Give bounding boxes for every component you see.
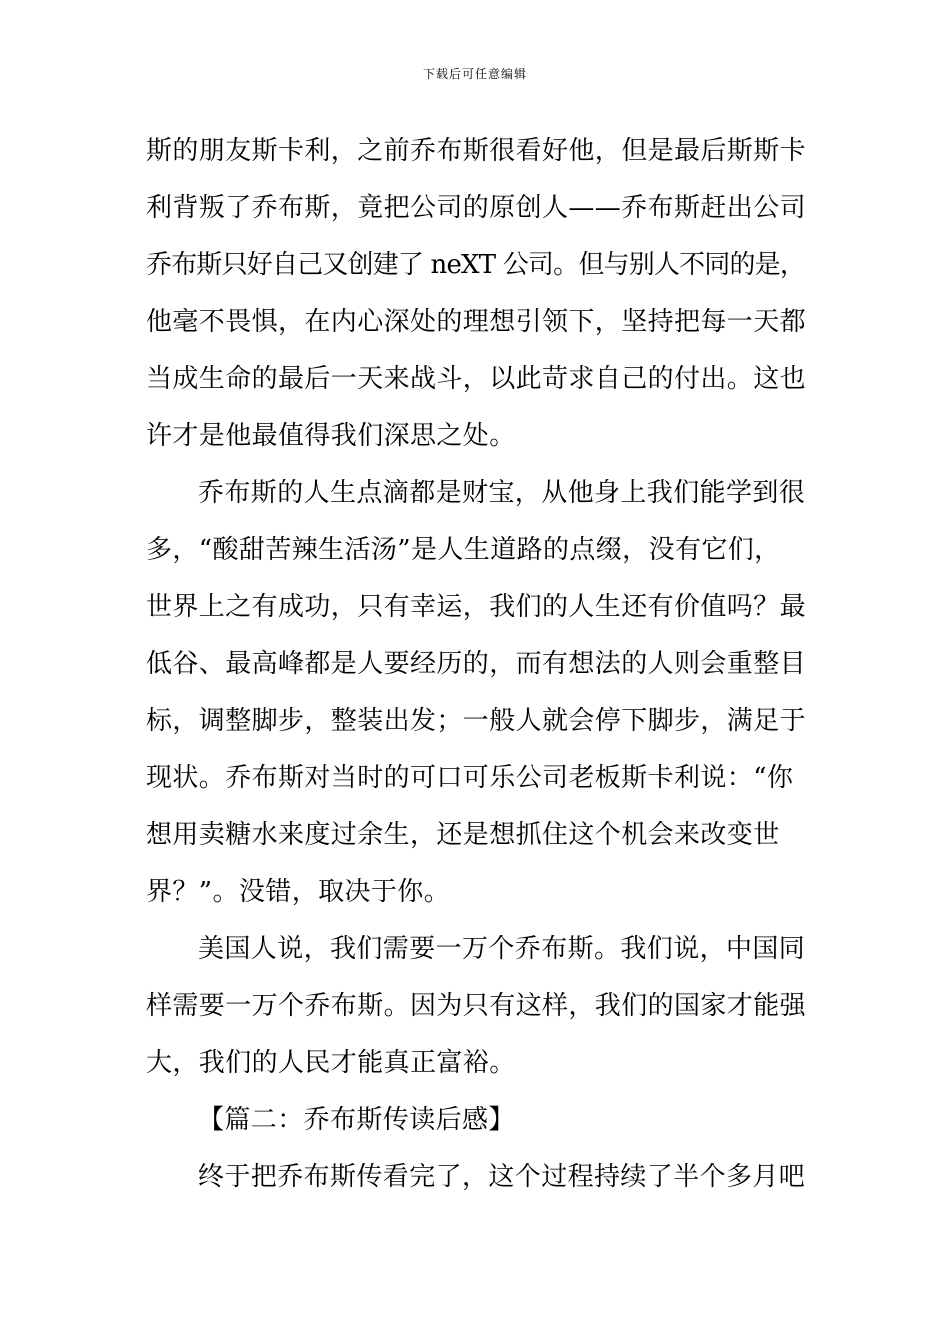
- page-header: 下载后可任意编辑: [422, 67, 527, 81]
- text-line: 斯的朋友斯卡利，之前乔布斯很看好他，但是最后斯斯卡: [146, 136, 807, 166]
- text-line: 多，“酸甜苦辣生活汤”是人生道路的点缀，没有它们，: [146, 535, 781, 565]
- paragraph-first-line: 乔布斯的人生点滴都是财宝，从他身上我们能学到很: [198, 478, 806, 508]
- text-line: 标，调整脚步，整装出发；一般人就会停下脚步，满足于: [146, 706, 807, 736]
- text-line: 他毫不畏惧，在内心深处的理想引领下，坚持把每一天都: [146, 307, 807, 337]
- text-line: 界？”。没错，取决于你。: [146, 877, 451, 907]
- text-line: 样需要一万个乔布斯。因为只有这样，我们的国家才能强: [146, 991, 807, 1021]
- paragraph-first-line: 终于把乔布斯传看完了，这个过程持续了半个多月吧: [198, 1162, 806, 1192]
- text-line: 许才是他最值得我们深思之处。: [146, 421, 516, 451]
- section-heading: 【篇二：乔布斯传读后感】: [198, 1105, 515, 1135]
- text-line: 利背叛了乔布斯，竟把公司的原创人——乔布斯赶出公司: [146, 193, 807, 223]
- text-line: 现状。乔布斯对当时的可口可乐公司老板斯卡利说：“你: [146, 763, 794, 793]
- text-line: 低谷、最高峰都是人要经历的，而有想法的人则会重整目: [146, 649, 807, 679]
- text-line: 乔布斯只好自己又创建了 neXT 公司。但与别人不同的是，: [146, 250, 806, 280]
- text-line: 当成生命的最后一天来战斗，以此苛求自己的付出。这也: [146, 364, 807, 394]
- text-line: 想用卖糖水来度过余生，还是想抓住这个机会来改变世: [146, 820, 780, 850]
- paragraph-first-line: 美国人说，我们需要一万个乔布斯。我们说，中国同: [198, 934, 806, 964]
- text-line: 世界上之有成功，只有幸运，我们的人生还有价值吗？最: [146, 592, 807, 622]
- text-line: 大，我们的人民才能真正富裕。: [146, 1048, 516, 1078]
